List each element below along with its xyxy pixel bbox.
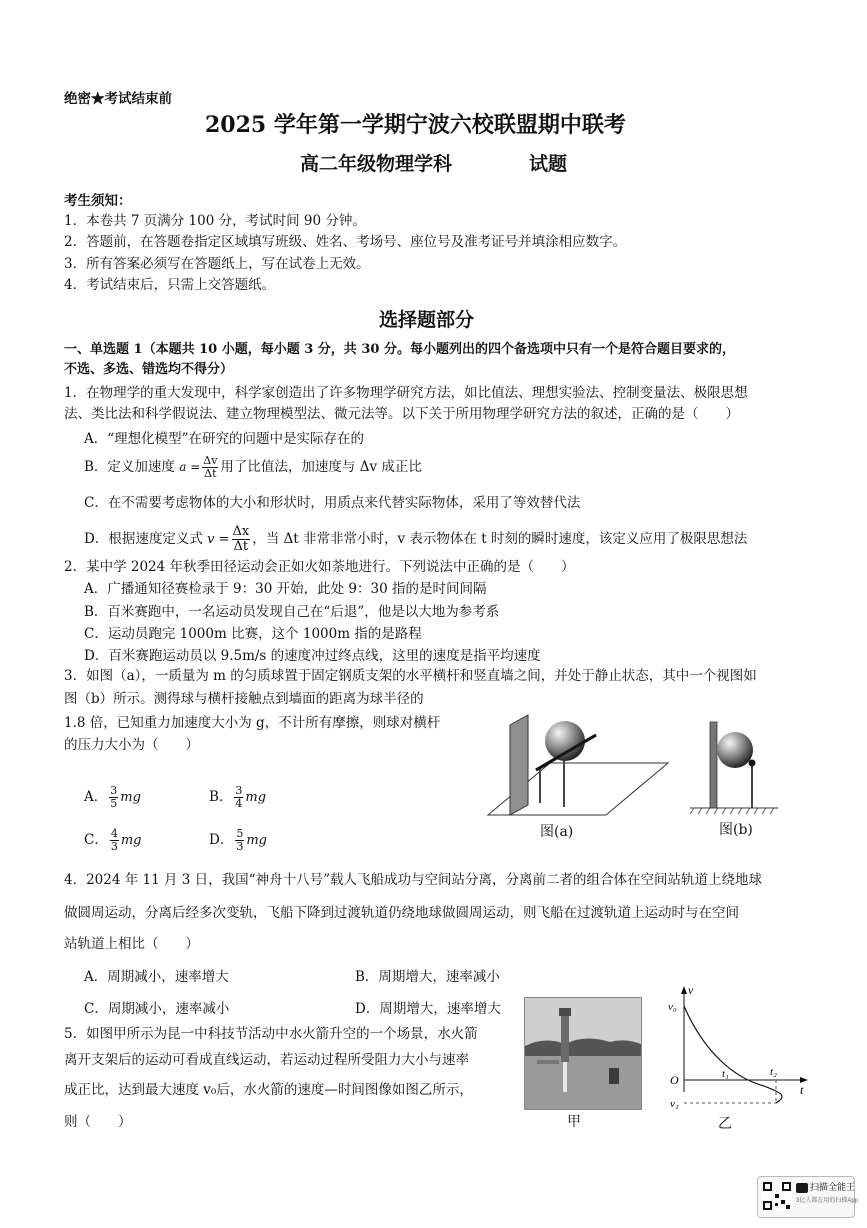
q4-stem: 做圆周运动，分离后经多次变轨，飞船下降到过渡轨道仍绕地球做圆周运动，则飞船在过渡轨道上运动时与在空间: [64, 905, 739, 921]
q1-stem: 1．在物理学的重大发现中，科学家创造出了许多物理学研究方法，如比值法、理想实验法、控制变量法、极限思想: [64, 385, 748, 401]
q3-figure-b: [686, 718, 782, 818]
vt-graph: [664, 982, 814, 1112]
q2-option-b: B．百米赛跑中，一名运动员发现自己在“后退”，他是以大地为参考系: [84, 604, 500, 620]
q4-option-b: B．周期增大，速率减小: [355, 969, 500, 985]
photo-caption: 甲: [567, 1114, 581, 1130]
q3-option-d: D． $\frac{5}{3}$ mg: [209, 827, 267, 853]
app-tagline: 3亿人都在用的扫描App: [796, 1198, 859, 1204]
q2-option-c: C．运动员跑完 1000m 比赛，这个 1000m 指的是路程: [84, 626, 422, 642]
exam-subtitle: 高二年级物理学科: [300, 153, 453, 175]
v0-label: v₀: [668, 1001, 677, 1013]
q5-stem: 5．如图甲所示为昆一中科技节活动中水火箭升空的一个场景，水火箭: [64, 1026, 478, 1042]
section-title: 选择题部分: [379, 309, 475, 331]
v1-label: v₁: [670, 1098, 679, 1110]
exam-subtitle-suffix: 试题: [529, 153, 568, 175]
notice-item: 2．答题前，在答题卷指定区域填写班级、姓名、考场号、座位号及准考证号并填涂相应数字。: [64, 234, 627, 250]
t2-label: t₂: [770, 1066, 777, 1078]
q5-stem: 成正比，达到最大速度 v₀后，水火箭的速度—时间图像如图乙所示，: [64, 1082, 473, 1098]
q3-option-a: A． $\frac{3}{5}$ mg: [84, 784, 141, 810]
app-logo-icon: [796, 1183, 808, 1193]
q1-option-a: A．“理想化模型”在研究的问题中是实际存在的: [84, 431, 365, 447]
notice-item: 1．本卷共 7 页满分 100 分，考试时间 90 分钟。: [64, 213, 366, 229]
section-intro: 一、单选题 1（本题共 10 小题，每小题 3 分，共 30 分。每小题列出的四个备选项中只有一个是符合题目要求的，: [64, 342, 735, 357]
wall: [510, 715, 528, 815]
q2-option-a: A．广播通知径赛检录于 9：30 开始，此处 9：30 指的是时间间隔: [84, 581, 487, 597]
q3-option-c: C． $\frac{4}{3}$ mg: [84, 827, 142, 853]
q1-option-c: C．在不需要考虑物体的大小和形状时，用质点来代替实际物体，采用了等效替代法: [84, 495, 581, 511]
velocity-curve: [684, 1006, 782, 1103]
q1-option-b: B．定义加速度 a = $\frac{\Delta v}{\Delta t}$ 用了比值法，加速度与 Δv 成正比: [84, 454, 422, 480]
q3-stem: 3．如图（a），一质量为 m 的匀质球置于固定钢质支架的水平横杆和竖直墙之间，并处于静止状态，其中一个视图如: [64, 668, 757, 684]
ball: [545, 721, 585, 761]
qr-code-icon: [762, 1181, 792, 1211]
q1-stem: 法、类比法和科学假说法、建立物理模型法、微元法等。以下关于所用物理学研究方法的叙述，正确的是（ ）: [64, 406, 739, 422]
q3-stem: 图（b）所示。测得球与横杆接触点到墙面的距离为球半径的: [64, 691, 424, 707]
q4-stem: 4．2024 年 11 月 3 日，我国“神舟十八号”载人飞船成功与空间站分离，分离前二者的组合体在空间站轨道上绕地球: [64, 872, 762, 888]
q2-stem: 2．某中学 2024 年秋季田径运动会正如火如荼地进行。下列说法中正确的是（ ）: [64, 559, 575, 575]
q5-stem: 则（ ）: [64, 1114, 132, 1130]
origin-label: O: [670, 1073, 679, 1087]
water-rocket-photo: [524, 997, 642, 1110]
app-name: 扫描全能王: [810, 1182, 856, 1192]
graph-caption: 乙: [718, 1116, 732, 1132]
fig-a-caption: 图(a): [540, 824, 574, 840]
secret-label: 绝密★考试结束前: [64, 91, 172, 107]
q1-option-d: D．根据速度定义式 v = $\frac{\Delta x}{\Delta t}$ ，当 Δt 非常非常小时，v 表示物体在 t 时刻的瞬时速度，该定义应用了极限思想法: [84, 524, 748, 554]
q3-option-b: B． $\frac{3}{4}$ mg: [209, 784, 267, 810]
ball: [717, 732, 753, 768]
wall: [710, 722, 717, 808]
q4-option-d: D．周期增大，速率增大: [355, 1001, 501, 1017]
q5-stem: 离开支架后的运动可看成直线运动，若运动过程所受阻力大小与速率: [64, 1052, 469, 1068]
notice-item: 4．考试结束后，只需上交答题纸。: [64, 277, 276, 293]
t1-label: t₁: [722, 1068, 729, 1080]
fig-b-caption: 图(b): [719, 822, 753, 838]
q4-stem: 站轨道上相比（ ）: [64, 936, 199, 952]
q2-option-d: D．百米赛跑运动员以 9.5m/s 的速度冲过终点线，这里的速度是指平均速度: [84, 648, 541, 664]
q3-figure-a: [478, 705, 674, 825]
notice-heading: 考生须知：: [64, 193, 132, 209]
crossbar-point: [749, 760, 756, 767]
exam-title: 2025 学年第一学期宁波六校联盟期中联考: [205, 112, 626, 138]
v-axis-label: v: [688, 983, 694, 997]
q3-stem: 的压力大小为（ ）: [64, 737, 199, 753]
notice-item: 3．所有答案必须写在答题纸上，写在试卷上无效。: [64, 256, 370, 272]
q4-option-c: C．周期减小，速率减小: [84, 1001, 230, 1017]
scanner-badge: [757, 1176, 859, 1218]
q4-option-a: A．周期减小，速率增大: [84, 969, 229, 985]
section-intro: 不选、多选、错选均不得分）: [64, 362, 234, 377]
q3-stem: 1.8 倍，已知重力加速度大小为 g，不计所有摩擦，则球对横杆: [64, 715, 441, 731]
t-axis-label: t: [800, 1083, 804, 1097]
